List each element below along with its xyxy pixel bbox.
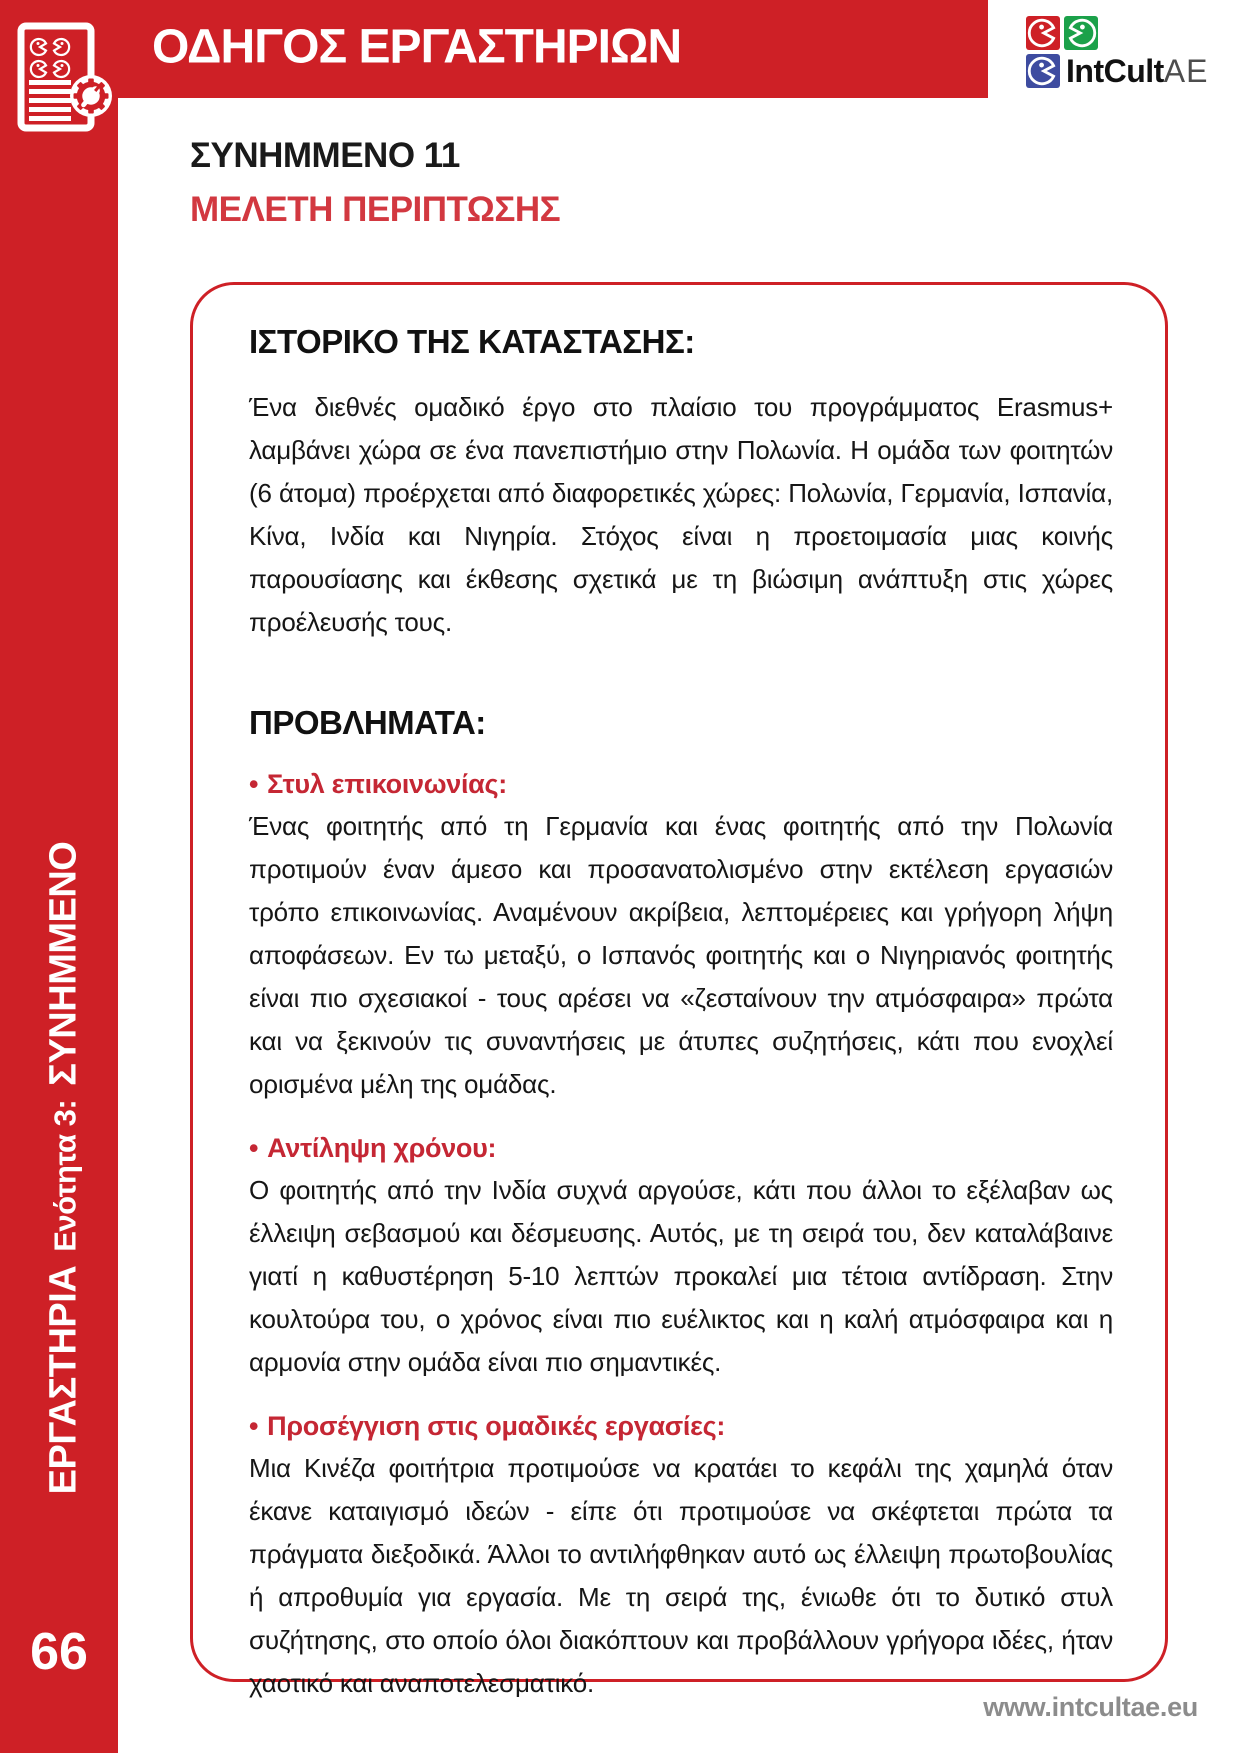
bullet-icon: • xyxy=(249,769,259,799)
attachment-subtitle: ΜΕΛΕΤΗ ΠΕΡΙΠΤΩΣΗΣ xyxy=(190,190,561,229)
pacman-face-red-icon xyxy=(1026,16,1060,50)
problem-title-time-perception xyxy=(249,1133,1113,1164)
attachment-title: ΣΥΝΗΜΜΕΝΟ 11 xyxy=(190,136,460,175)
sidebar-label-attachment: ΣΥΝΗΜΜΕΝΟ xyxy=(42,841,85,1086)
problem-title-teamwork-approach xyxy=(249,1411,1113,1442)
logo-wordmark-light: AE xyxy=(1163,53,1209,89)
workshop-document-gear-icon xyxy=(12,20,116,136)
pacman-face-blue-icon xyxy=(1026,54,1060,88)
problem-paragraph-communication-style: Ένας φοιτητής από τη Γερμανία και ένας φοιτητής από την Πολωνία προτιμούν έναν άμεσο και προσανατολισμένο στην εκτέλεση εργασιών τρόπο επικοινωνίας. Αναμένουν ακρίβεια, λεπτομέρειες και γρήγορη λήψη αποφάσεων. Εν τω μεταξύ, ο Ισπανός φοιτητής και ο Νιγηριανός φοιτητής είναι πιο σχεσιακοί - τους αρέσει να «ζεσταίνουν την ατμόσφαιρα» πρώτα και να ξεκινούν τις συναντήσεις με άτυπες συζητήσεις, κάτι που ενοχλεί ορισμένα μέλη της ομάδας. xyxy=(249,811,1113,1099)
logo-wordmark-bold: IntCult xyxy=(1066,53,1164,89)
history-heading: ΙΣΤΟΡΙΚΟ ΤΗΣ ΚΑΤΑΣΤΑΣΗΣ: xyxy=(249,323,695,360)
page-number: 66 xyxy=(30,1623,88,1681)
sidebar-label-workshops: ΕΡΓΑΣΤΗΡΙΑ xyxy=(42,1265,85,1495)
sidebar-label-unit: Ενότητα 3: xyxy=(47,1099,83,1252)
history-paragraph: Ένα διεθνές ομαδικό έργο στο πλαίσιο του προγράμματος Erasmus+ λαμβάνει χώρα σε ένα πανεπιστήμιο στην Πολωνία. Η ομάδα των φοιτητών (6 άτομα) προέρχεται από διαφορετικές χώρες: Πολωνία, Γερμανία, Ισπανία, Κίνα, Ινδία και Νιγηρία. Στόχος είναι η προετοιμασία μιας κοινής παρουσίασης και έκθεσης σχετικά με τη βιώσιμη ανάπτυξη στις χώρες προέλευσής τους. xyxy=(249,392,1113,637)
page-title: ΟΔΗΓΟΣ ΕΡΓΑΣΤΗΡΙΩΝ xyxy=(152,20,682,74)
problem-title-label: Στυλ επικοινωνίας: xyxy=(267,769,507,799)
case-study-box xyxy=(190,282,1168,1698)
website-link[interactable]: www.intcultae.eu xyxy=(983,1692,1198,1722)
problem-title-label: Αντίληψη χρόνου: xyxy=(267,1133,497,1163)
bullet-icon: • xyxy=(249,1133,259,1163)
problems-heading: ΠΡΟΒΛΗΜΑΤΑ: xyxy=(249,704,486,741)
problem-paragraph-teamwork-approach: Μια Κινέζα φοιτήτρια προτιμούσε να κρατάει το κεφάλι της χαμηλά όταν έκανε καταιγισμό ιδεών - είπε ότι προτιμούσε να σκέφτεται πρώτα τα πράγματα διεξοδικά. Άλλοι το αντιλήφθηκαν αυτό ως έλλειψη πρωτοβουλίας ή απροθυμία για εργασία. Με τη σειρά της, ένιωθε ότι το δυτικό στυλ συζήτησης, στο οποίο όλοι διακόπτουν και προβάλλουν γρήγορα ιδέες, ήταν χαοτικό και αναποτελεσματικό. xyxy=(249,1453,1113,1698)
intcultae-logo xyxy=(1026,16,1208,88)
problem-title-communication-style xyxy=(249,769,1113,800)
sidebar-vertical-label xyxy=(43,842,86,1495)
bullet-icon: • xyxy=(249,1411,259,1441)
pacman-face-green-icon xyxy=(1064,16,1098,50)
problem-paragraph-time-perception: Ο φοιτητής από την Ινδία συχνά αργούσε, κάτι που άλλοι το εξέλαβαν ως έλλειψη σεβασμού και δέσμευσης. Αυτός, με τη σειρά του, δεν καταλάβαινε γιατί η καθυστέρηση 5-10 λεπτών προκαλεί μια τέτοια αντίδραση. Στην κουλτούρα του, ο χρόνος είναι πιο ευέλικτος και η καλή ατμόσφαιρα και η αρμονία στην ομάδα είναι πιο σημαντικές. xyxy=(249,1175,1113,1377)
problem-title-label: Προσέγγιση στις ομαδικές εργασίες: xyxy=(267,1411,726,1441)
logo-row-bottom xyxy=(1026,54,1208,88)
logo-wordmark xyxy=(1066,54,1208,88)
workshop-document-gear-icon-svg xyxy=(12,20,116,136)
logo-row-top xyxy=(1026,16,1208,50)
